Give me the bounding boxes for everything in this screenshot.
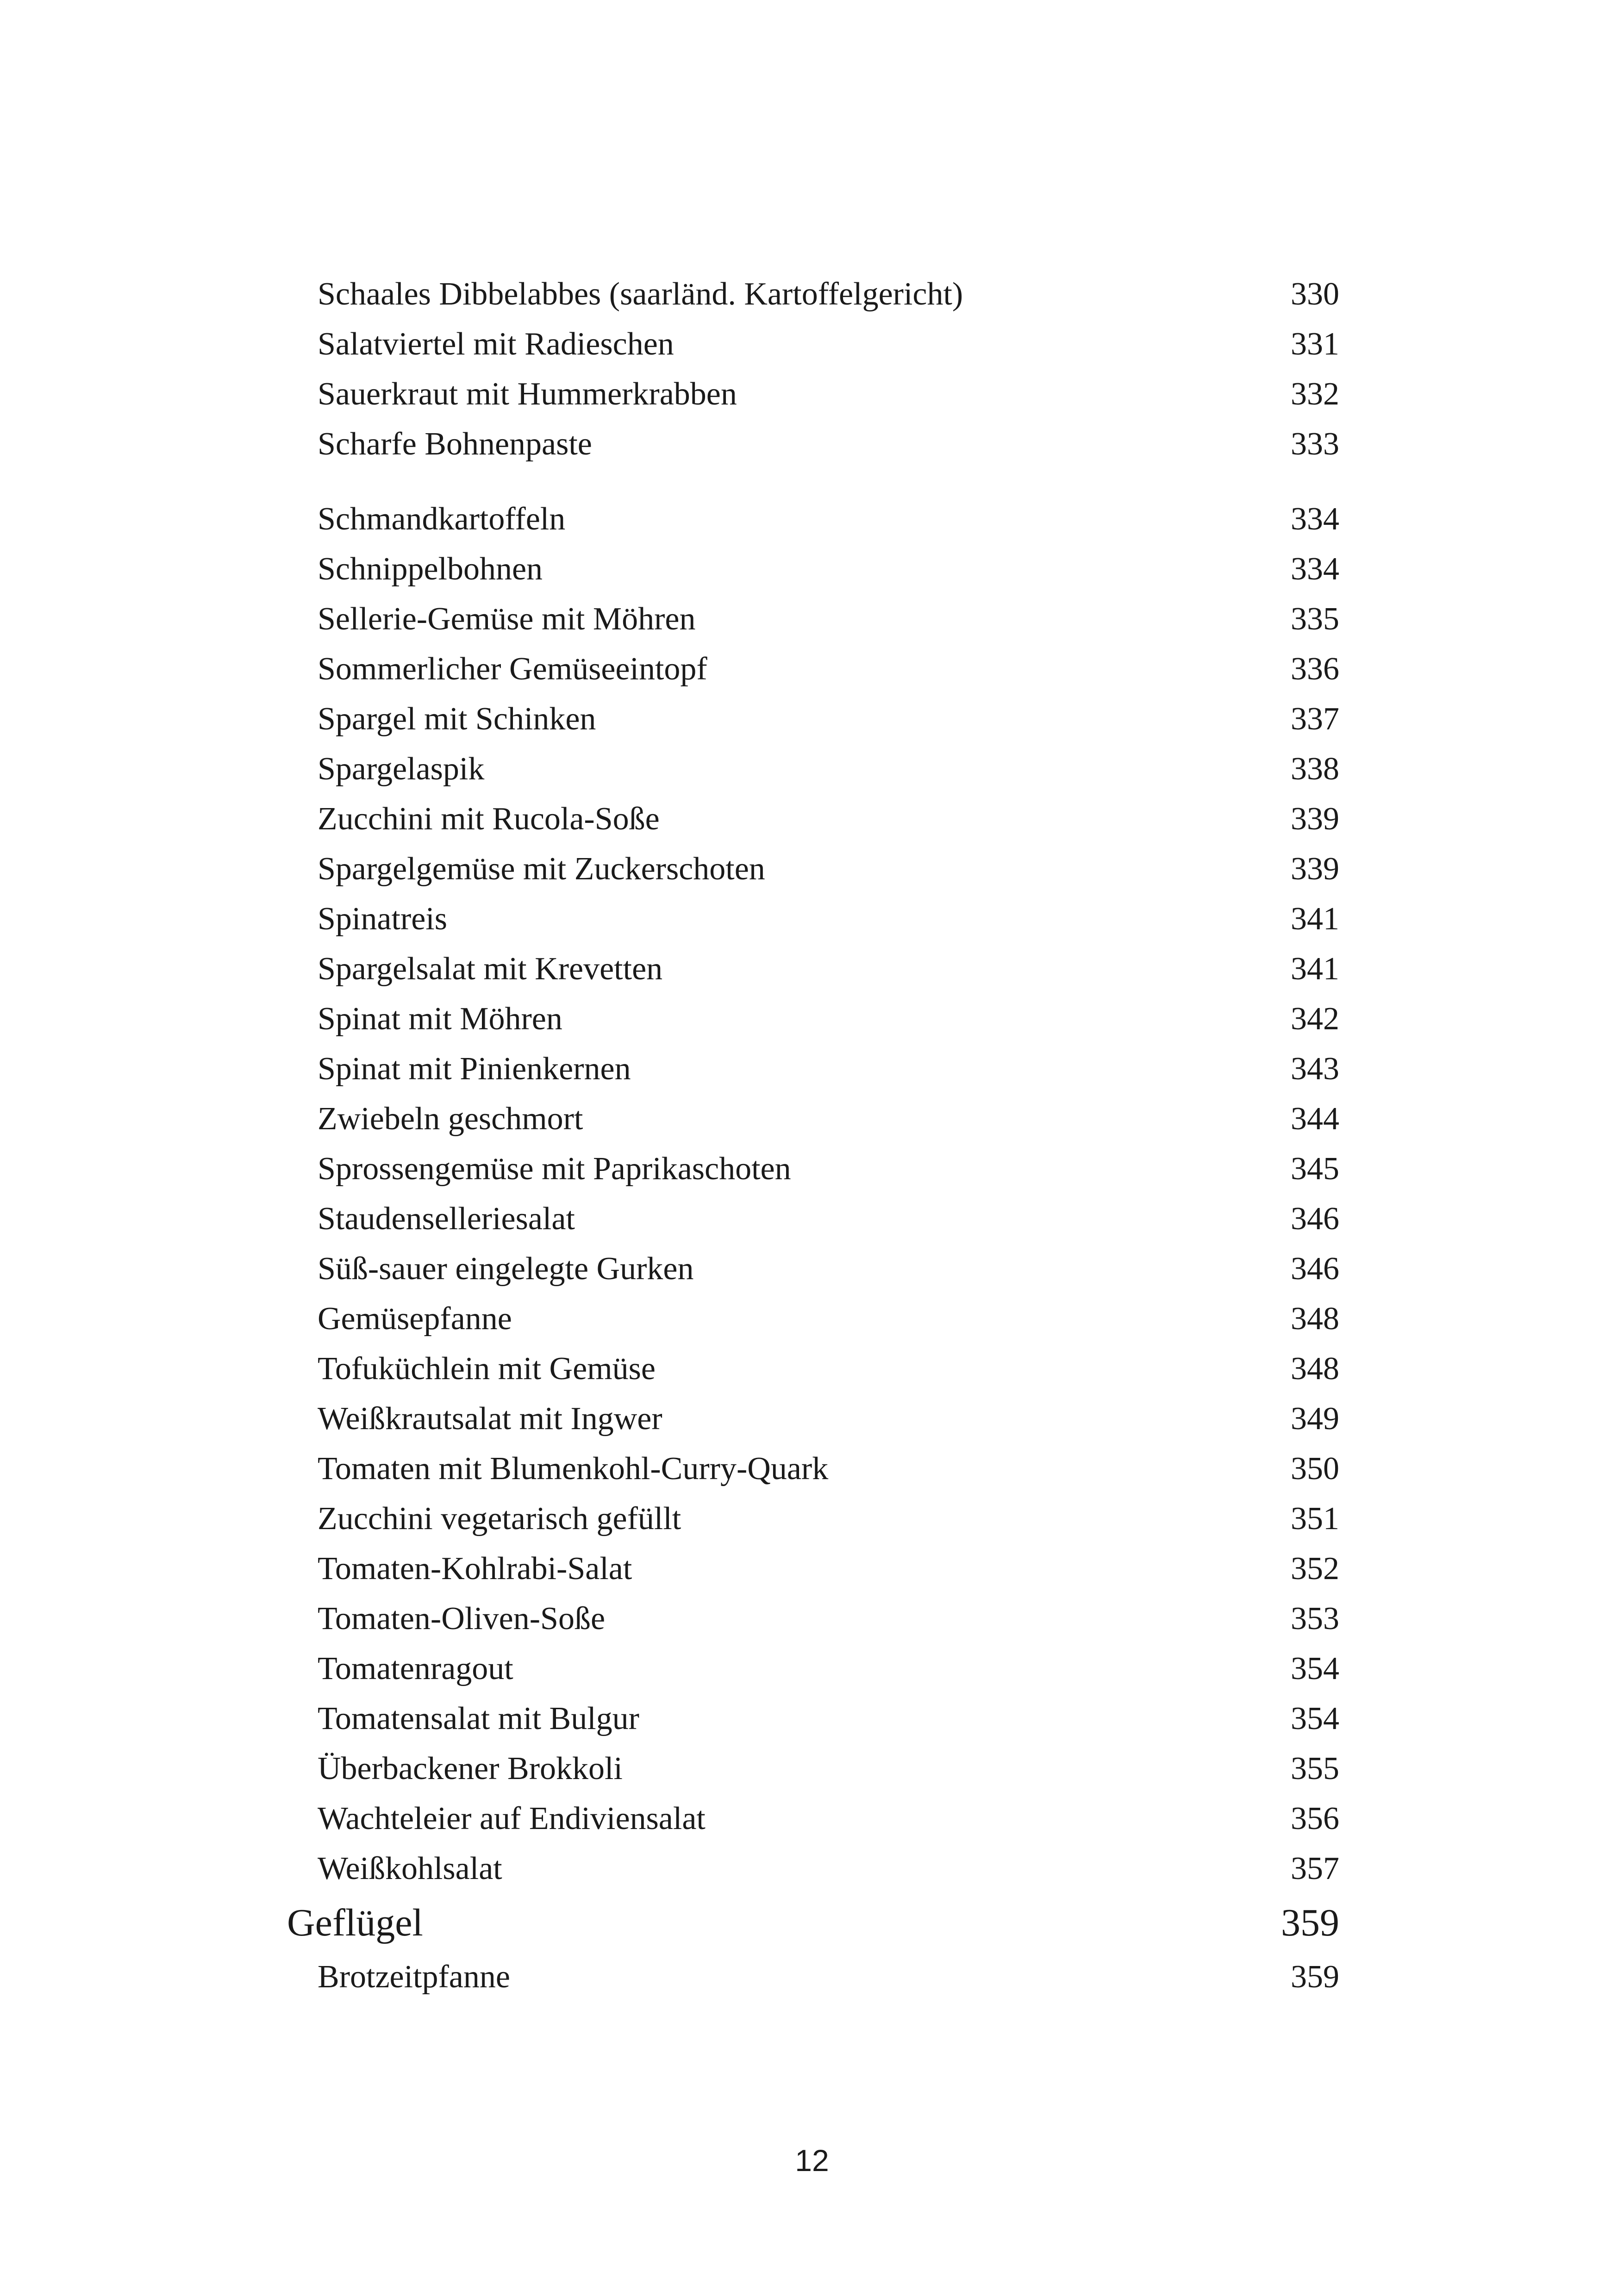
toc-entry-title: Spinat mit Möhren [318,1001,562,1037]
toc-entry-title: Tomatenragout [318,1651,513,1686]
toc-entry-title: Schmandkartoffeln [318,501,566,537]
toc-entry-title: Weißkrautsalat mit Ingwer [318,1401,662,1437]
toc-entry [287,1244,1339,1294]
toc-entry-title: Schaales Dibbelabbes (saarländ. Kartoffelgericht) [318,276,963,312]
toc-entry-page: 331 [1291,326,1339,362]
toc-entry-title: Brotzeitpfanne [318,1959,510,1995]
toc-entry [287,1544,1339,1594]
toc-entry-title: Staudenselleriesalat [318,1201,575,1237]
toc-entry [287,1644,1339,1694]
toc-entry-page: 341 [1291,901,1339,937]
toc-entry-title: Tomaten mit Blumenkohl-Curry-Quark [318,1451,829,1487]
toc-entry-title: Sellerie-Gemüse mit Möhren [318,601,696,637]
toc-entry-page: 351 [1291,1501,1339,1537]
toc-section-title: Geflügel [287,1901,423,1944]
toc-entry-page: 341 [1291,951,1339,987]
toc-entry-page: 333 [1291,426,1339,462]
toc-entry-page: 338 [1291,751,1339,787]
toc-entry-page: 359 [1291,1959,1339,1995]
toc-entry-page: 354 [1291,1651,1339,1686]
toc-entry-title: Scharfe Bohnenpaste [318,426,592,462]
toc-entry [287,269,1339,319]
toc-entry-page: 330 [1291,276,1339,312]
toc-entry-page: 354 [1291,1701,1339,1736]
toc-entry [287,844,1339,894]
toc-entry-title: Spinat mit Pinienkernen [318,1051,631,1087]
toc-entry-title: Weißkohlsalat [318,1851,502,1886]
toc-entry [287,1594,1339,1644]
toc-entry-page: 334 [1291,501,1339,537]
toc-entry-page: 342 [1291,1001,1339,1037]
toc-entry-title: Tomaten-Kohlrabi-Salat [318,1551,632,1587]
toc-entry [287,1694,1339,1744]
toc-entry-page: 349 [1291,1401,1339,1437]
toc-entry-title: Gemüsepfanne [318,1301,512,1337]
toc-entry-page: 343 [1291,1051,1339,1087]
toc-entry-title: Wachteleier auf Endiviensalat [318,1801,706,1836]
toc-entry [287,494,1339,544]
toc-entry-title: Spargelaspik [318,751,485,787]
toc-entry-page: 356 [1291,1801,1339,1836]
toc-entry [287,794,1339,844]
toc-entry-title: Süß-sauer eingelegte Gurken [318,1251,694,1287]
toc-entry [287,644,1339,694]
toc-entry [287,1794,1339,1844]
toc-entry [287,594,1339,644]
toc-entry-title: Tofuküchlein mit Gemüse [318,1351,656,1387]
toc-entry [287,1294,1339,1344]
toc-entry [287,994,1339,1044]
toc-entry [287,1044,1339,1094]
toc-entry [287,1444,1339,1494]
toc-entry [287,319,1339,369]
toc-entry-title: Tomaten-Oliven-Soße [318,1601,606,1636]
toc-entry [287,419,1339,469]
toc-entry [287,1844,1339,1894]
toc-section-page: 359 [1281,1901,1339,1944]
toc-entry-page: 357 [1291,1851,1339,1886]
toc-entry-title: Sauerkraut mit Hummerkrabben [318,376,737,412]
toc-entry-title: Spargel mit Schinken [318,701,596,737]
toc-entry [287,894,1339,944]
toc-entry-title: Schnippelbohnen [318,551,543,587]
toc-entry-page: 339 [1291,801,1339,837]
toc-entry [287,1344,1339,1394]
toc-entry-title: Spargelsalat mit Krevetten [318,951,663,987]
toc-entry [287,744,1339,794]
toc-entry-page: 350 [1291,1451,1339,1487]
toc-entry-page: 353 [1291,1601,1339,1636]
toc-entry [287,1494,1339,1544]
toc-entry-title: Zucchini vegetarisch gefüllt [318,1501,681,1537]
toc-entry [287,1952,1339,2002]
toc-entry-page: 339 [1291,851,1339,887]
toc-entry-page: 348 [1291,1351,1339,1387]
toc-entry-title: Zwiebeln geschmort [318,1101,583,1137]
toc-entry-page: 337 [1291,701,1339,737]
toc-entry [287,1394,1339,1444]
toc-entry-title: Spinatreis [318,901,447,937]
toc-entry-page: 332 [1291,376,1339,412]
toc-entry-page: 345 [1291,1151,1339,1187]
toc-entry [287,369,1339,419]
toc-entry [287,944,1339,994]
toc-entry [287,694,1339,744]
toc-entry-page: 355 [1291,1751,1339,1786]
toc-entry-page: 336 [1291,651,1339,687]
toc-entry-title: Überbackener Brokkoli [318,1751,623,1786]
toc-entry-page: 335 [1291,601,1339,637]
toc-entry-page: 334 [1291,551,1339,587]
toc-entry-title: Spargelgemüse mit Zuckerschoten [318,851,765,887]
table-of-contents [287,269,1339,2002]
toc-entry [287,1094,1339,1144]
toc-entry-title: Tomatensalat mit Bulgur [318,1701,639,1736]
toc-entry-page: 346 [1291,1251,1339,1287]
toc-entry-title: Sommerlicher Gemüseeintopf [318,651,707,687]
toc-entry [287,544,1339,594]
toc-entry-title: Salatviertel mit Radieschen [318,326,674,362]
toc-section-heading [287,1894,1339,1952]
toc-entry-title: Sprossengemüse mit Paprikaschoten [318,1151,791,1187]
toc-entry [287,1194,1339,1244]
toc-entry [287,1144,1339,1194]
toc-entry-page: 352 [1291,1551,1339,1587]
toc-entry-page: 344 [1291,1101,1339,1137]
page-number: 12 [795,2143,829,2178]
toc-entry-page: 348 [1291,1301,1339,1337]
toc-entry-title: Zucchini mit Rucola-Soße [318,801,660,837]
toc-entry [287,1744,1339,1794]
toc-entry-page: 346 [1291,1201,1339,1237]
